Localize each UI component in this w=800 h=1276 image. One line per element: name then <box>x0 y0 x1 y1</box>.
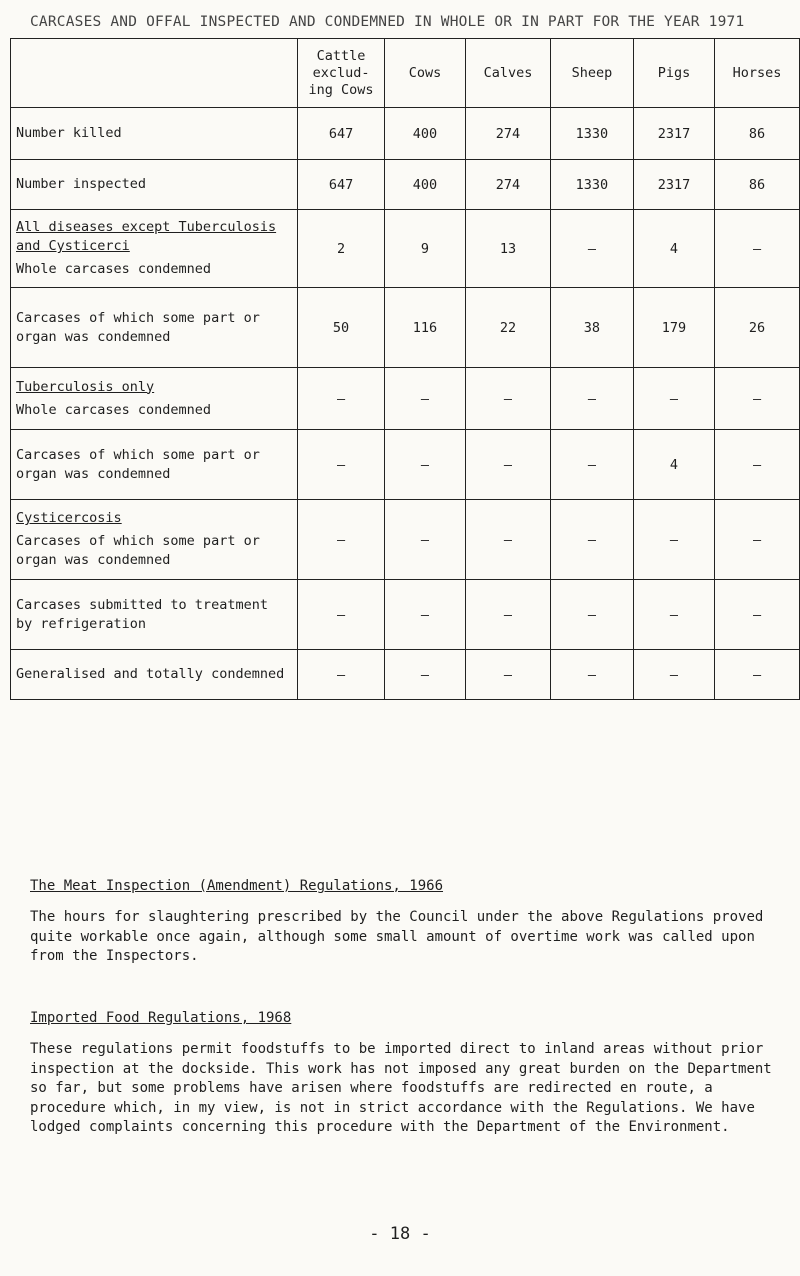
value-cell: – <box>550 430 633 500</box>
row-group-heading: Cysticercosis <box>16 510 122 526</box>
value-cell: 400 <box>384 160 465 210</box>
value-cell: 4 <box>633 430 714 500</box>
value-cell: 179 <box>633 288 714 368</box>
table-header-row <box>11 39 800 108</box>
value-cell: 1330 <box>550 160 633 210</box>
value-cell: – <box>550 580 633 650</box>
col-cows: Cows <box>384 39 465 108</box>
page-title: CARCASES AND OFFAL INSPECTED AND CONDEMNED IN WHOLE OR IN PART FOR THE YEAR 1971 <box>30 14 745 30</box>
value-cell: – <box>298 580 385 650</box>
row-label-cell <box>11 160 298 210</box>
table-row <box>11 580 800 650</box>
row-label: Carcases submitted to treatment by refrigeration <box>16 596 268 632</box>
value-cell: – <box>633 500 714 580</box>
value-cell: 274 <box>466 108 551 160</box>
value-cell: 50 <box>298 288 385 368</box>
row-label: Number killed <box>16 125 122 141</box>
col-sheep: Sheep <box>550 39 633 108</box>
value-cell: – <box>633 580 714 650</box>
value-cell: 647 <box>298 160 385 210</box>
value-cell: 2317 <box>633 160 714 210</box>
section-heading: Imported Food Regulations, 1968 <box>30 1010 292 1026</box>
value-cell: – <box>715 368 800 430</box>
value-cell: 4 <box>633 210 714 288</box>
value-cell: – <box>715 210 800 288</box>
value-cell: – <box>298 650 385 700</box>
row-label-cell <box>11 368 298 430</box>
table-row <box>11 368 800 430</box>
table-row <box>11 108 800 160</box>
row-group-heading: All diseases except Tuberculosis and Cysticerci <box>16 219 277 254</box>
row-label-cell <box>11 650 298 700</box>
row-label-cell <box>11 500 298 580</box>
value-cell: 26 <box>715 288 800 368</box>
value-cell: 9 <box>384 210 465 288</box>
row-label-cell <box>11 580 298 650</box>
row-label-cell <box>11 108 298 160</box>
col-calves: Calves <box>466 39 551 108</box>
value-cell: 1330 <box>550 108 633 160</box>
table-row <box>11 160 800 210</box>
value-cell: – <box>466 500 551 580</box>
value-cell: – <box>715 500 800 580</box>
row-label-cell <box>11 430 298 500</box>
value-cell: 13 <box>466 210 551 288</box>
value-cell: 647 <box>298 108 385 160</box>
row-label: Whole carcases condemned <box>16 261 212 277</box>
value-cell: – <box>633 368 714 430</box>
row-label-cell <box>11 210 298 288</box>
value-cell: – <box>550 210 633 288</box>
value-cell: – <box>298 430 385 500</box>
row-label-cell <box>11 288 298 368</box>
row-label: Carcases of which some part or organ was condemned <box>16 446 260 482</box>
header-corner <box>11 39 298 108</box>
row-label: Generalised and totally condemned <box>16 666 285 682</box>
value-cell: – <box>466 368 551 430</box>
table-row <box>11 288 800 368</box>
value-cell: 86 <box>715 108 800 160</box>
value-cell: 274 <box>466 160 551 210</box>
value-cell: – <box>715 580 800 650</box>
section-heading: The Meat Inspection (Amendment) Regulations, 1966 <box>30 878 444 894</box>
value-cell: – <box>633 650 714 700</box>
value-cell: – <box>550 650 633 700</box>
row-group-heading: Tuberculosis only <box>16 378 155 395</box>
row-label: Carcases of which some part or organ was condemned <box>16 309 260 345</box>
section-text: These regulations permit foodstuffs to be imported direct to inland areas without prior inspection at the dockside. This work has not imposed any great burden on the Department so far, but some problems have arisen where foodstuffs are redirected en route, a procedure which, in my view, is not in strict accordance with the Regulations. We have lodged complaints concerning this procedure with the Department of the Environment. <box>30 1041 772 1135</box>
value-cell: – <box>298 500 385 580</box>
value-cell: – <box>466 430 551 500</box>
section-meat-inspection <box>30 878 780 967</box>
table-row <box>11 210 800 288</box>
page-number: - 18 - <box>369 1224 431 1244</box>
inspection-table <box>10 38 800 700</box>
value-cell: 2 <box>298 210 385 288</box>
value-cell: 400 <box>384 108 465 160</box>
section-imported-food <box>30 1010 780 1138</box>
value-cell: – <box>384 650 465 700</box>
col-horses: Horses <box>715 39 800 108</box>
table-row <box>11 650 800 700</box>
section-text: The hours for slaughtering prescribed by the Council under the above Regulations proved quite workable once again, although some small amount of overtime work was called upon from the Inspectors. <box>30 909 764 964</box>
value-cell: – <box>384 500 465 580</box>
value-cell: – <box>550 368 633 430</box>
row-label: Whole carcases condemned <box>16 401 212 418</box>
value-cell: – <box>466 650 551 700</box>
value-cell: – <box>384 368 465 430</box>
value-cell: – <box>384 430 465 500</box>
row-label: Number inspected <box>16 176 147 192</box>
value-cell: – <box>384 580 465 650</box>
value-cell: – <box>715 430 800 500</box>
table-row <box>11 430 800 500</box>
col-cattle: Cattle exclud- ing Cows <box>298 39 385 108</box>
value-cell: 22 <box>466 288 551 368</box>
value-cell: – <box>466 580 551 650</box>
value-cell: – <box>550 500 633 580</box>
table-row <box>11 500 800 580</box>
value-cell: 116 <box>384 288 465 368</box>
value-cell: 86 <box>715 160 800 210</box>
value-cell: – <box>715 650 800 700</box>
row-label: Carcases of which some part or organ was condemned <box>16 533 260 568</box>
value-cell: 2317 <box>633 108 714 160</box>
value-cell: – <box>298 368 385 430</box>
col-pigs: Pigs <box>633 39 714 108</box>
value-cell: 38 <box>550 288 633 368</box>
